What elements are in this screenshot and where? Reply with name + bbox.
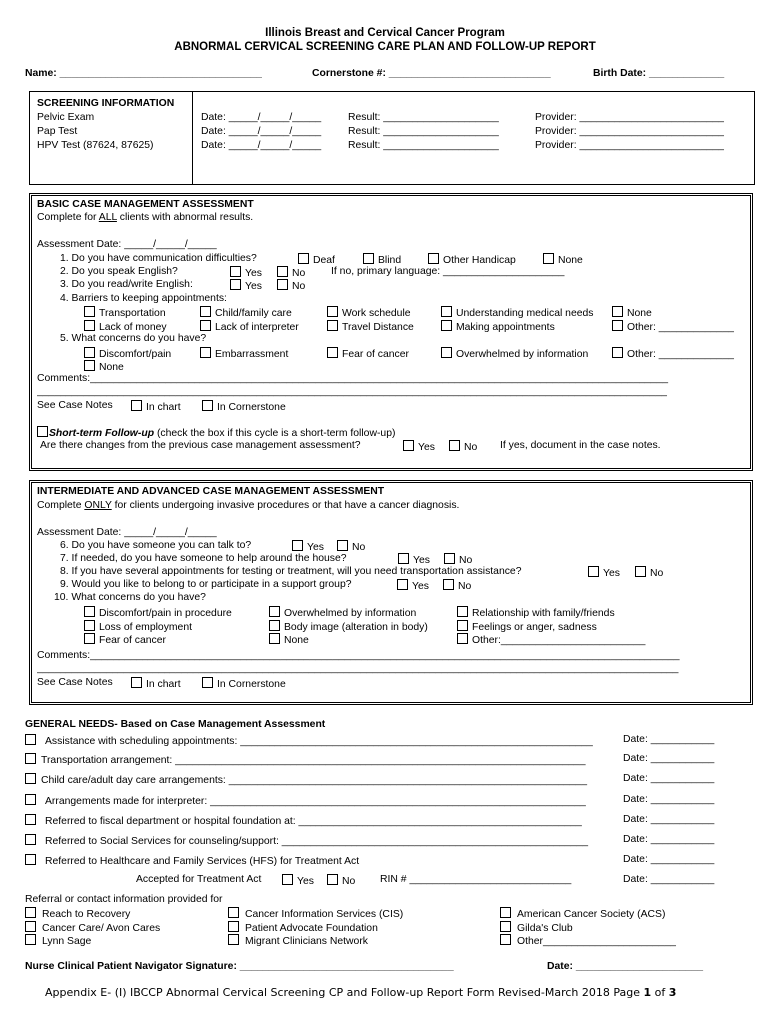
checkbox[interactable] — [84, 360, 95, 371]
concern-option[interactable]: Fear of cancer — [84, 633, 166, 647]
checkbox[interactable] — [635, 566, 646, 577]
need-item[interactable]: Referred to Healthcare and Family Services (HFS) for Treatment Act — [25, 854, 359, 868]
page-footer: Appendix E- (I) IBCCP Abnormal Cervical Screening CP and Follow-up Report Form Revised-March 2018 Page 1 of 3 — [45, 986, 677, 999]
checkbox[interactable] — [84, 306, 95, 317]
screening-heading: SCREENING INFORMATION — [37, 98, 175, 109]
date-field[interactable]: Date: ___________ — [623, 753, 715, 764]
checkbox[interactable] — [398, 553, 409, 564]
question-3: 3. Do you read/write English: — [60, 279, 193, 290]
checkbox[interactable] — [200, 320, 211, 331]
checkbox[interactable] — [543, 253, 554, 264]
checkbox[interactable] — [200, 306, 211, 317]
comments-field[interactable]: Comments:______________________________________________________________________________________________________ — [37, 650, 680, 661]
option-none[interactable]: None — [543, 253, 583, 267]
checkbox[interactable] — [25, 907, 36, 918]
date-field[interactable]: Date: _____/_____/_____ — [201, 112, 322, 123]
accepted-treatment-act: Accepted for Treatment Act — [136, 874, 262, 885]
checkbox[interactable] — [25, 814, 36, 825]
in-chart-option[interactable]: In chart — [131, 400, 181, 414]
basic-heading: BASIC CASE MANAGEMENT ASSESSMENT — [37, 199, 254, 210]
checkbox[interactable] — [500, 921, 511, 932]
checkbox[interactable] — [588, 566, 599, 577]
referral-option[interactable]: American Cancer Society (ACS) — [500, 907, 665, 921]
in-cornerstone-option[interactable]: In Cornerstone — [202, 400, 286, 414]
intermediate-subtitle: Complete ONLY for clients undergoing invasive procedures or that have a cancer diagnosis. — [37, 500, 460, 511]
concern-option[interactable]: Discomfort/pain — [84, 347, 171, 361]
need-item[interactable]: Child care/adult day care arrangements: ______________________________________________________________ — [25, 773, 610, 787]
provider-field[interactable]: Provider: _________________________ — [535, 112, 724, 123]
concern-option[interactable]: Relationship with family/friends — [457, 606, 615, 620]
concern-option[interactable]: Feelings or anger, sadness — [457, 620, 597, 634]
date-field[interactable]: Date: ___________ — [623, 773, 715, 784]
checkbox[interactable] — [84, 606, 95, 617]
question-9: 9. Would you like to belong to or participate in a support group? — [60, 579, 352, 590]
checkbox[interactable] — [500, 907, 511, 918]
referral-option[interactable]: Cancer Information Services (CIS) — [228, 907, 403, 921]
option-yes[interactable]: Yes — [397, 579, 429, 593]
barrier-option[interactable]: Making appointments — [441, 320, 555, 334]
referral-option[interactable]: Migrant Clinicians Network — [228, 934, 368, 948]
referral-option[interactable]: Lynn Sage — [25, 934, 91, 948]
checkbox[interactable] — [444, 553, 455, 564]
option-yes[interactable]: Yes — [230, 279, 262, 293]
comments-line[interactable]: _____________________________________________________________________________________________________________ — [37, 386, 667, 397]
date-field[interactable]: Date: ___________ — [623, 794, 715, 805]
checkbox[interactable] — [269, 620, 280, 631]
checkbox[interactable] — [230, 266, 241, 277]
referral-option[interactable]: Patient Advocate Foundation — [228, 921, 378, 935]
checkbox[interactable] — [131, 677, 142, 688]
name-field[interactable]: Name: ___________________________________ — [25, 68, 262, 79]
test-hpv: HPV Test (87624, 87625) — [37, 140, 154, 151]
date-field[interactable]: Date: ___________ — [623, 814, 715, 825]
option-yes[interactable]: Yes — [403, 440, 435, 454]
signature-date-field[interactable]: Date: ______________________ — [547, 961, 704, 972]
provider-field[interactable]: Provider: _________________________ — [535, 126, 724, 137]
option-deaf[interactable]: Deaf — [298, 253, 335, 267]
checkbox[interactable] — [84, 633, 95, 644]
concern-option[interactable]: Embarrassment — [200, 347, 288, 361]
checkbox[interactable] — [269, 633, 280, 644]
barrier-option[interactable]: Work schedule — [327, 306, 411, 320]
primary-language-field[interactable]: If no, primary language: _____________________ — [331, 266, 565, 277]
checkbox[interactable] — [202, 677, 213, 688]
checkbox[interactable] — [397, 579, 408, 590]
checkbox[interactable] — [25, 834, 36, 845]
checkbox[interactable] — [282, 874, 293, 885]
comments-line[interactable]: _______________________________________________________________________________________________________________ — [37, 663, 679, 674]
concern-option[interactable]: Other:_________________________ — [457, 633, 645, 647]
checkbox[interactable] — [327, 320, 338, 331]
need-item[interactable]: Referred to Social Services for counseling/support: _____________________________________________________ — [25, 834, 610, 848]
date-field[interactable]: Date: ___________ — [623, 854, 715, 865]
checkbox[interactable] — [292, 540, 303, 551]
checkbox[interactable] — [84, 620, 95, 631]
see-case-notes: See Case Notes — [37, 400, 113, 411]
provider-field[interactable]: Provider: _________________________ — [535, 140, 724, 151]
option-no[interactable]: No — [277, 279, 305, 293]
option-yes[interactable]: Yes — [230, 266, 262, 280]
checkbox[interactable] — [37, 426, 48, 437]
checkbox[interactable] — [202, 400, 213, 411]
checkbox[interactable] — [84, 347, 95, 358]
in-cornerstone-option[interactable]: In Cornerstone — [202, 677, 286, 691]
birth-date-field[interactable]: Birth Date: _____________ — [593, 68, 725, 79]
checkbox[interactable] — [449, 440, 460, 451]
checkbox[interactable] — [428, 253, 439, 264]
date-field[interactable]: Date: ___________ — [623, 834, 715, 845]
concern-option[interactable]: Fear of cancer — [327, 347, 409, 361]
referral-option[interactable]: Cancer Care/ Avon Cares — [25, 921, 160, 935]
need-item[interactable]: Transportation arrangement: _______________________________________________________________________ — [25, 753, 610, 767]
comments-field[interactable]: Comments:____________________________________________________________________________________________________ — [37, 373, 668, 384]
checkbox[interactable] — [403, 440, 414, 451]
concern-option[interactable]: None — [269, 633, 309, 647]
option-no[interactable]: No — [337, 540, 365, 554]
form-title: ABNORMAL CERVICAL SCREENING CARE PLAN AND FOLLOW-UP REPORT — [174, 41, 596, 53]
barrier-option[interactable]: Lack of money — [84, 320, 167, 334]
checkbox[interactable] — [327, 306, 338, 317]
concern-option[interactable]: Discomfort/pain in procedure — [84, 606, 232, 620]
concern-option[interactable]: Overwhelmed by information — [441, 347, 588, 361]
question-6: 6. Do you have someone you can talk to? — [60, 540, 252, 551]
option-no[interactable]: No — [444, 553, 472, 567]
referral-heading: Referral or contact information provided for — [25, 894, 223, 905]
checkbox[interactable] — [441, 306, 452, 317]
option-no[interactable]: No — [449, 440, 477, 454]
concern-option[interactable]: Overwhelmed by information — [269, 606, 416, 620]
need-item[interactable]: Arrangements made for interpreter: _________________________________________________________________ — [25, 794, 610, 808]
question-2: 2. Do you speak English? — [60, 266, 178, 277]
option-blind[interactable]: Blind — [363, 253, 401, 267]
result-field[interactable]: Result: ____________________ — [348, 126, 499, 137]
option-yes[interactable]: Yes — [398, 553, 430, 567]
checkbox[interactable] — [230, 279, 241, 290]
option-yes[interactable]: Yes — [588, 566, 620, 580]
assessment-date[interactable]: Assessment Date: _____/_____/_____ — [37, 239, 217, 250]
document-note: If yes, document in the case notes. — [500, 440, 661, 451]
date-field[interactable]: Date: _____/_____/_____ — [201, 140, 322, 151]
result-field[interactable]: Result: ____________________ — [348, 140, 499, 151]
checkbox[interactable] — [457, 633, 468, 644]
checkbox[interactable] — [443, 579, 454, 590]
basic-subtitle: Complete for ALL clients with abnormal results. — [37, 212, 254, 223]
checkbox[interactable] — [25, 921, 36, 932]
question-7: 7. If needed, do you have someone to help around the house? — [60, 553, 347, 564]
checkbox[interactable] — [131, 400, 142, 411]
checkbox[interactable] — [228, 934, 239, 945]
checkbox[interactable] — [441, 347, 452, 358]
checkbox[interactable] — [612, 320, 623, 331]
barrier-option[interactable]: Other: _____________ — [612, 320, 734, 334]
checkbox[interactable] — [298, 253, 309, 264]
referral-option[interactable]: Other_______________________ — [500, 934, 676, 948]
need-item[interactable]: Assistance with scheduling appointments: _____________________________________________________________ — [25, 734, 610, 748]
date-field[interactable]: Date: _____/_____/_____ — [201, 126, 322, 137]
barrier-option[interactable]: Travel Distance — [327, 320, 414, 334]
assessment-date[interactable]: Assessment Date: _____/_____/_____ — [37, 527, 217, 538]
checkbox[interactable] — [25, 753, 36, 764]
checkbox[interactable] — [25, 854, 36, 865]
barrier-option[interactable]: Lack of interpreter — [200, 320, 299, 334]
date-field[interactable]: Date: ___________ — [623, 874, 715, 885]
checkbox[interactable] — [25, 794, 36, 805]
checkbox[interactable] — [363, 253, 374, 264]
barrier-option[interactable]: Understanding medical needs — [441, 306, 593, 320]
checkbox[interactable] — [500, 934, 511, 945]
short-term-followup[interactable]: Short-term Follow-up (check the box if this cycle is a short-term follow-up) — [37, 426, 395, 440]
checkbox[interactable] — [25, 773, 36, 784]
see-case-notes: See Case Notes — [37, 677, 113, 688]
barrier-option[interactable]: None — [612, 306, 652, 320]
question-8: 8. If you have several appointments for testing or treatment, will you need transportation assistance? — [60, 566, 522, 577]
concern-option[interactable]: Other: _____________ — [612, 347, 734, 361]
option-other-handicap[interactable]: Other Handicap — [428, 253, 516, 267]
option-no[interactable]: No — [327, 874, 355, 888]
checkbox[interactable] — [612, 347, 623, 358]
intermediate-heading: INTERMEDIATE AND ADVANCED CASE MANAGEMENT ASSESSMENT — [37, 486, 385, 497]
option-no[interactable]: No — [277, 266, 305, 280]
option-yes[interactable]: Yes — [282, 874, 314, 888]
changes-question: Are there changes from the previous case management assessment? — [40, 440, 361, 451]
checkbox[interactable] — [200, 347, 211, 358]
checkbox[interactable] — [337, 540, 348, 551]
test-pelvic: Pelvic Exam — [37, 112, 95, 123]
option-yes[interactable]: Yes — [292, 540, 324, 554]
checkbox[interactable] — [228, 921, 239, 932]
referral-option[interactable]: Gilda's Club — [500, 921, 573, 935]
general-needs-heading: GENERAL NEEDS- Based on Case Management Assessment — [25, 719, 326, 730]
checkbox[interactable] — [25, 734, 36, 745]
checkbox[interactable] — [441, 320, 452, 331]
concern-option[interactable]: None — [84, 360, 124, 374]
option-no[interactable]: No — [443, 579, 471, 593]
question-10: 10. What concerns do you have? — [54, 592, 206, 603]
program-title: Illinois Breast and Cervical Cancer Program — [265, 27, 505, 39]
cornerstone-field[interactable]: Cornerstone #: ____________________________ — [312, 68, 551, 79]
checkbox[interactable] — [25, 934, 36, 945]
date-field[interactable]: Date: ___________ — [623, 734, 715, 745]
referral-option[interactable]: Reach to Recovery — [25, 907, 130, 921]
option-no[interactable]: No — [635, 566, 663, 580]
question-1: 1. Do you have communication difficulties? — [60, 253, 257, 264]
checkbox[interactable] — [327, 874, 338, 885]
question-5: 5. What concerns do you have? — [60, 333, 207, 344]
checkbox[interactable] — [277, 266, 288, 277]
checkbox[interactable] — [457, 606, 468, 617]
checkbox[interactable] — [84, 320, 95, 331]
test-pap: Pap Test — [37, 126, 78, 137]
concern-option[interactable]: Loss of employment — [84, 620, 192, 634]
in-chart-option[interactable]: In chart — [131, 677, 181, 691]
result-field[interactable]: Result: ____________________ — [348, 112, 499, 123]
concern-option[interactable]: Body image (alteration in body) — [269, 620, 428, 634]
checkbox[interactable] — [457, 620, 468, 631]
barrier-option[interactable]: Transportation — [84, 306, 166, 320]
checkbox[interactable] — [269, 606, 280, 617]
checkbox[interactable] — [327, 347, 338, 358]
rin-field[interactable]: RIN # ____________________________ — [380, 874, 572, 885]
checkbox[interactable] — [228, 907, 239, 918]
checkbox[interactable] — [612, 306, 623, 317]
need-item[interactable]: Referred to fiscal department or hospital foundation at: _________________________________________________ — [25, 814, 610, 828]
barrier-option[interactable]: Child/family care — [200, 306, 292, 320]
question-4: 4. Barriers to keeping appointments: — [60, 293, 227, 304]
signature-field[interactable]: Nurse Clinical Patient Navigator Signature: _____________________________________ — [25, 961, 454, 972]
checkbox[interactable] — [277, 279, 288, 290]
